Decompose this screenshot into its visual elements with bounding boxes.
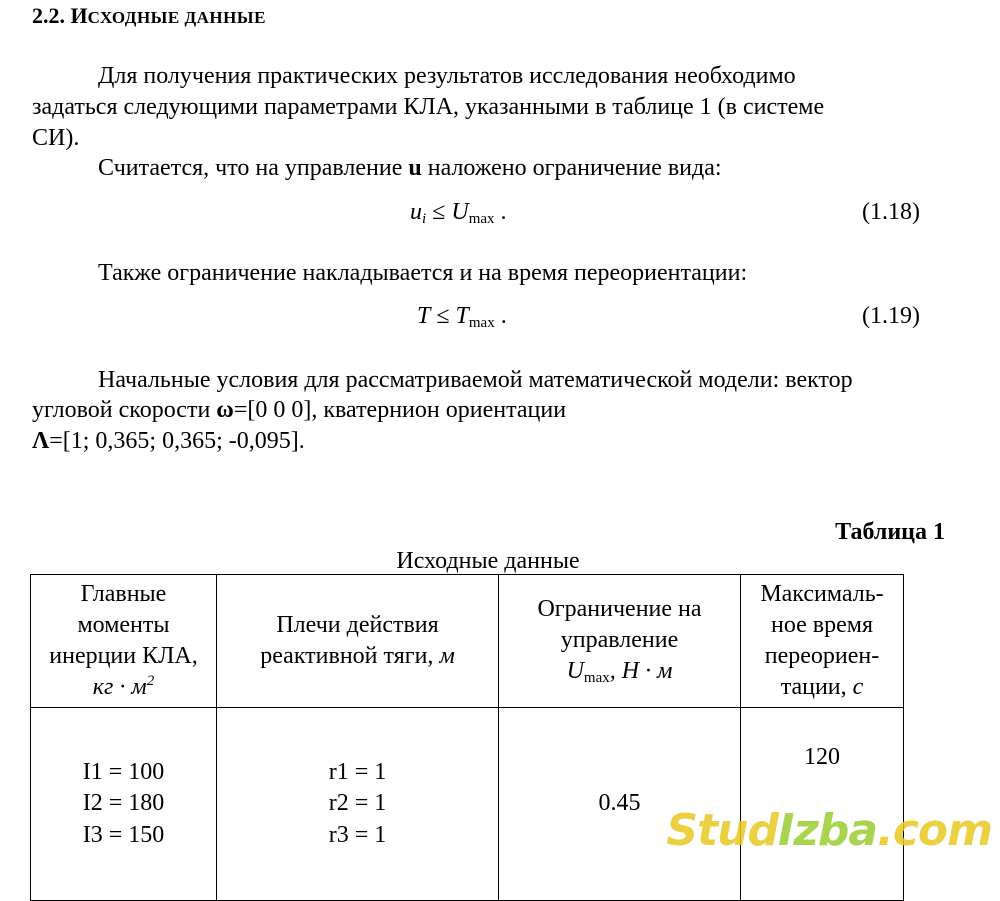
formula-1-rhs: U: [451, 199, 469, 225]
header-inertia-line-1: Главные: [80, 580, 167, 607]
watermark-part-2: Izba: [777, 804, 878, 856]
quaternion-value: =[1; 0,365; 0,365; -0,095].: [49, 428, 305, 454]
equation-number-1-18: (1.18): [862, 199, 920, 225]
inertia-unit-text: кг · м: [92, 674, 147, 701]
formula-1-end: .: [494, 199, 507, 225]
header-arms-line-2-text: реактивной тяги,: [260, 643, 440, 669]
formula-1-lhs: u: [410, 199, 422, 225]
header-time-line-4-text: тации,: [780, 674, 853, 701]
equation-number-1-19: (1.19): [862, 303, 920, 329]
header-time-line-4: [747, 672, 897, 703]
control-vector-symbol: u: [408, 155, 422, 181]
arm-value-1: r1 = 1: [328, 759, 387, 786]
cell-time: 120: [741, 708, 904, 901]
time-unit: с: [852, 674, 864, 701]
header-inertia-line-2: моменты: [77, 611, 170, 638]
studizba-watermark-logo: [666, 802, 992, 859]
header-inertia: [31, 575, 217, 708]
header-time: [741, 575, 904, 708]
omega-symbol: ω: [216, 397, 234, 423]
paragraph-4-line-3: [32, 426, 305, 457]
arm-value-2: r2 = 1: [328, 790, 387, 817]
paragraph-3: Также ограничение накладывается и на время переориентации:: [98, 260, 748, 286]
header-control-unit: [505, 656, 734, 689]
heading-first-letter: И: [70, 3, 88, 28]
formula-1-19: [417, 301, 507, 334]
formula-1-18: [410, 197, 507, 230]
heading-rest: СХОДНЫЕ ДАННЫЕ: [87, 8, 266, 27]
header-control-line-1: Ограничение на: [537, 595, 702, 622]
paragraph-4-text-after: =[0 0 0], кватернион ориентации: [233, 397, 567, 423]
header-inertia-unit: [37, 672, 210, 703]
header-control: [499, 575, 741, 708]
header-time-line-3: переориен-: [764, 643, 880, 669]
paragraph-1-line-3: СИ).: [32, 125, 80, 151]
watermark-part-3: .com: [877, 804, 992, 856]
header-arms-line-2: [223, 641, 492, 672]
cell-inertia: [31, 708, 217, 901]
table-title: Таблица 1: [835, 519, 945, 545]
cell-arms: [217, 708, 499, 901]
formula-1-lhs-sub: i: [422, 211, 427, 227]
section-number: 2.2.: [32, 3, 65, 28]
paragraph-2-text-after: наложено ограничение вида:: [421, 155, 722, 181]
paragraph-2-text-before: Считается, что на управление: [98, 155, 409, 181]
arms-unit: м: [439, 643, 455, 669]
formula-2-operator: ≤: [430, 303, 456, 329]
lambda-symbol: Λ: [32, 428, 50, 454]
paragraph-4-line-1: Начальные условия для рассматриваемой математической модели: вектор: [98, 367, 853, 393]
inertia-value-1: I1 = 100: [82, 759, 165, 786]
section-heading: [32, 2, 266, 31]
paragraph-2: [98, 153, 722, 184]
cell-control: 0.45: [499, 708, 741, 901]
watermark-part-1: Stud: [666, 804, 778, 856]
header-control-line-2: управление: [560, 626, 679, 653]
header-time-line-2: ное время: [771, 611, 873, 638]
formula-2-lhs: T: [417, 303, 431, 329]
table-caption: Исходные данные: [396, 548, 580, 574]
formula-1-rhs-sub: max: [468, 211, 495, 227]
paragraph-1-line-2: задаться следующими параметрами КЛА, указанными в таблице 1 (в системе: [32, 94, 825, 120]
formula-2-rhs: T: [455, 303, 469, 329]
paragraph-4-line-2: [32, 395, 566, 426]
inertia-value-3: I3 = 150: [82, 821, 165, 848]
paragraph-1-line-1: Для получения практических результатов исследования необходимо: [98, 63, 796, 89]
header-arms: [217, 575, 499, 708]
control-unit-rest: , Н · м: [609, 657, 673, 684]
header-arms-line-1: Плечи действия: [276, 611, 439, 638]
formula-2-rhs-sub: max: [468, 315, 495, 331]
inertia-value-2: I2 = 180: [82, 790, 165, 817]
arm-value-3: r3 = 1: [328, 821, 387, 848]
paragraph-4-text-before: угловой скорости: [32, 397, 217, 423]
header-inertia-line-3: инерции КЛА,: [49, 643, 198, 669]
table-header-row: [31, 575, 904, 708]
header-time-line-1: Максималь-: [760, 580, 884, 607]
formula-2-end: .: [494, 303, 507, 329]
control-unit-sub: max: [583, 669, 610, 686]
formula-1-operator: ≤: [426, 199, 452, 225]
control-unit-symbol: U: [566, 657, 584, 684]
inertia-unit-power: 2: [146, 673, 155, 690]
